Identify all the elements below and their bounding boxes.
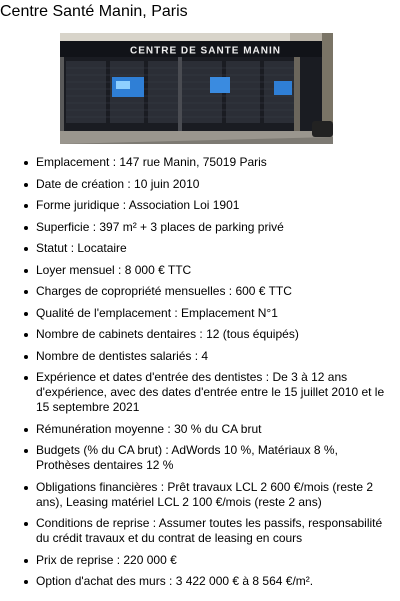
list-item: Forme juridique : Association Loi 1901 — [0, 198, 395, 213]
list-item: Obligations financières : Prêt travaux LCL 2 600 €/mois (reste 2 ans), Leasing matériel LCL 2 100 €/mois (reste 2 ans) — [0, 480, 395, 510]
list-item: Rémunération moyenne : 30 % du CA brut — [0, 422, 395, 437]
list-item: Expérience et dates d'entrée des dentistes : De 3 à 12 ans d'expérience, avec des dates d'entrée entre le 15 juillet 2010 et le 15 septembre 2021 — [0, 370, 395, 415]
list-item: Loyer mensuel : 8 000 € TTC — [0, 263, 395, 278]
storefront-sign: CENTRE DE SANTE MANIN — [130, 45, 282, 57]
details-list — [0, 155, 395, 596]
list-item: Superficie : 397 m² + 3 places de parking privé — [0, 220, 395, 235]
list-item: Emplacement : 147 rue Manin, 75019 Paris — [0, 155, 395, 170]
list-item: Nombre de cabinets dentaires : 12 (tous équipés) — [0, 327, 395, 342]
list-item: Prix de reprise : 220 000 € — [0, 553, 395, 568]
page-title: Centre Santé Manin, Paris — [0, 3, 188, 20]
list-item: Nombre de dentistes salariés : 4 — [0, 349, 395, 364]
list-item: Conditions de reprise : Assumer toutes les passifs, responsabilité du crédit travaux et du contrat de leasing en cours — [0, 516, 395, 546]
list-item: Qualité de l'emplacement : Emplacement N°1 — [0, 306, 395, 321]
list-item: Date de création : 10 juin 2010 — [0, 177, 395, 192]
storefront-photo — [60, 33, 333, 144]
list-item: Statut : Locataire — [0, 241, 395, 256]
list-item: Charges de copropriété mensuelles : 600 € TTC — [0, 284, 395, 299]
list-item: Option d'achat des murs : 3 422 000 € à 8 564 €/m². — [0, 574, 395, 589]
list-item: Budgets (% du CA brut) : AdWords 10 %, Matériaux 8 %, Prothèses dentaires 12 % — [0, 443, 395, 473]
